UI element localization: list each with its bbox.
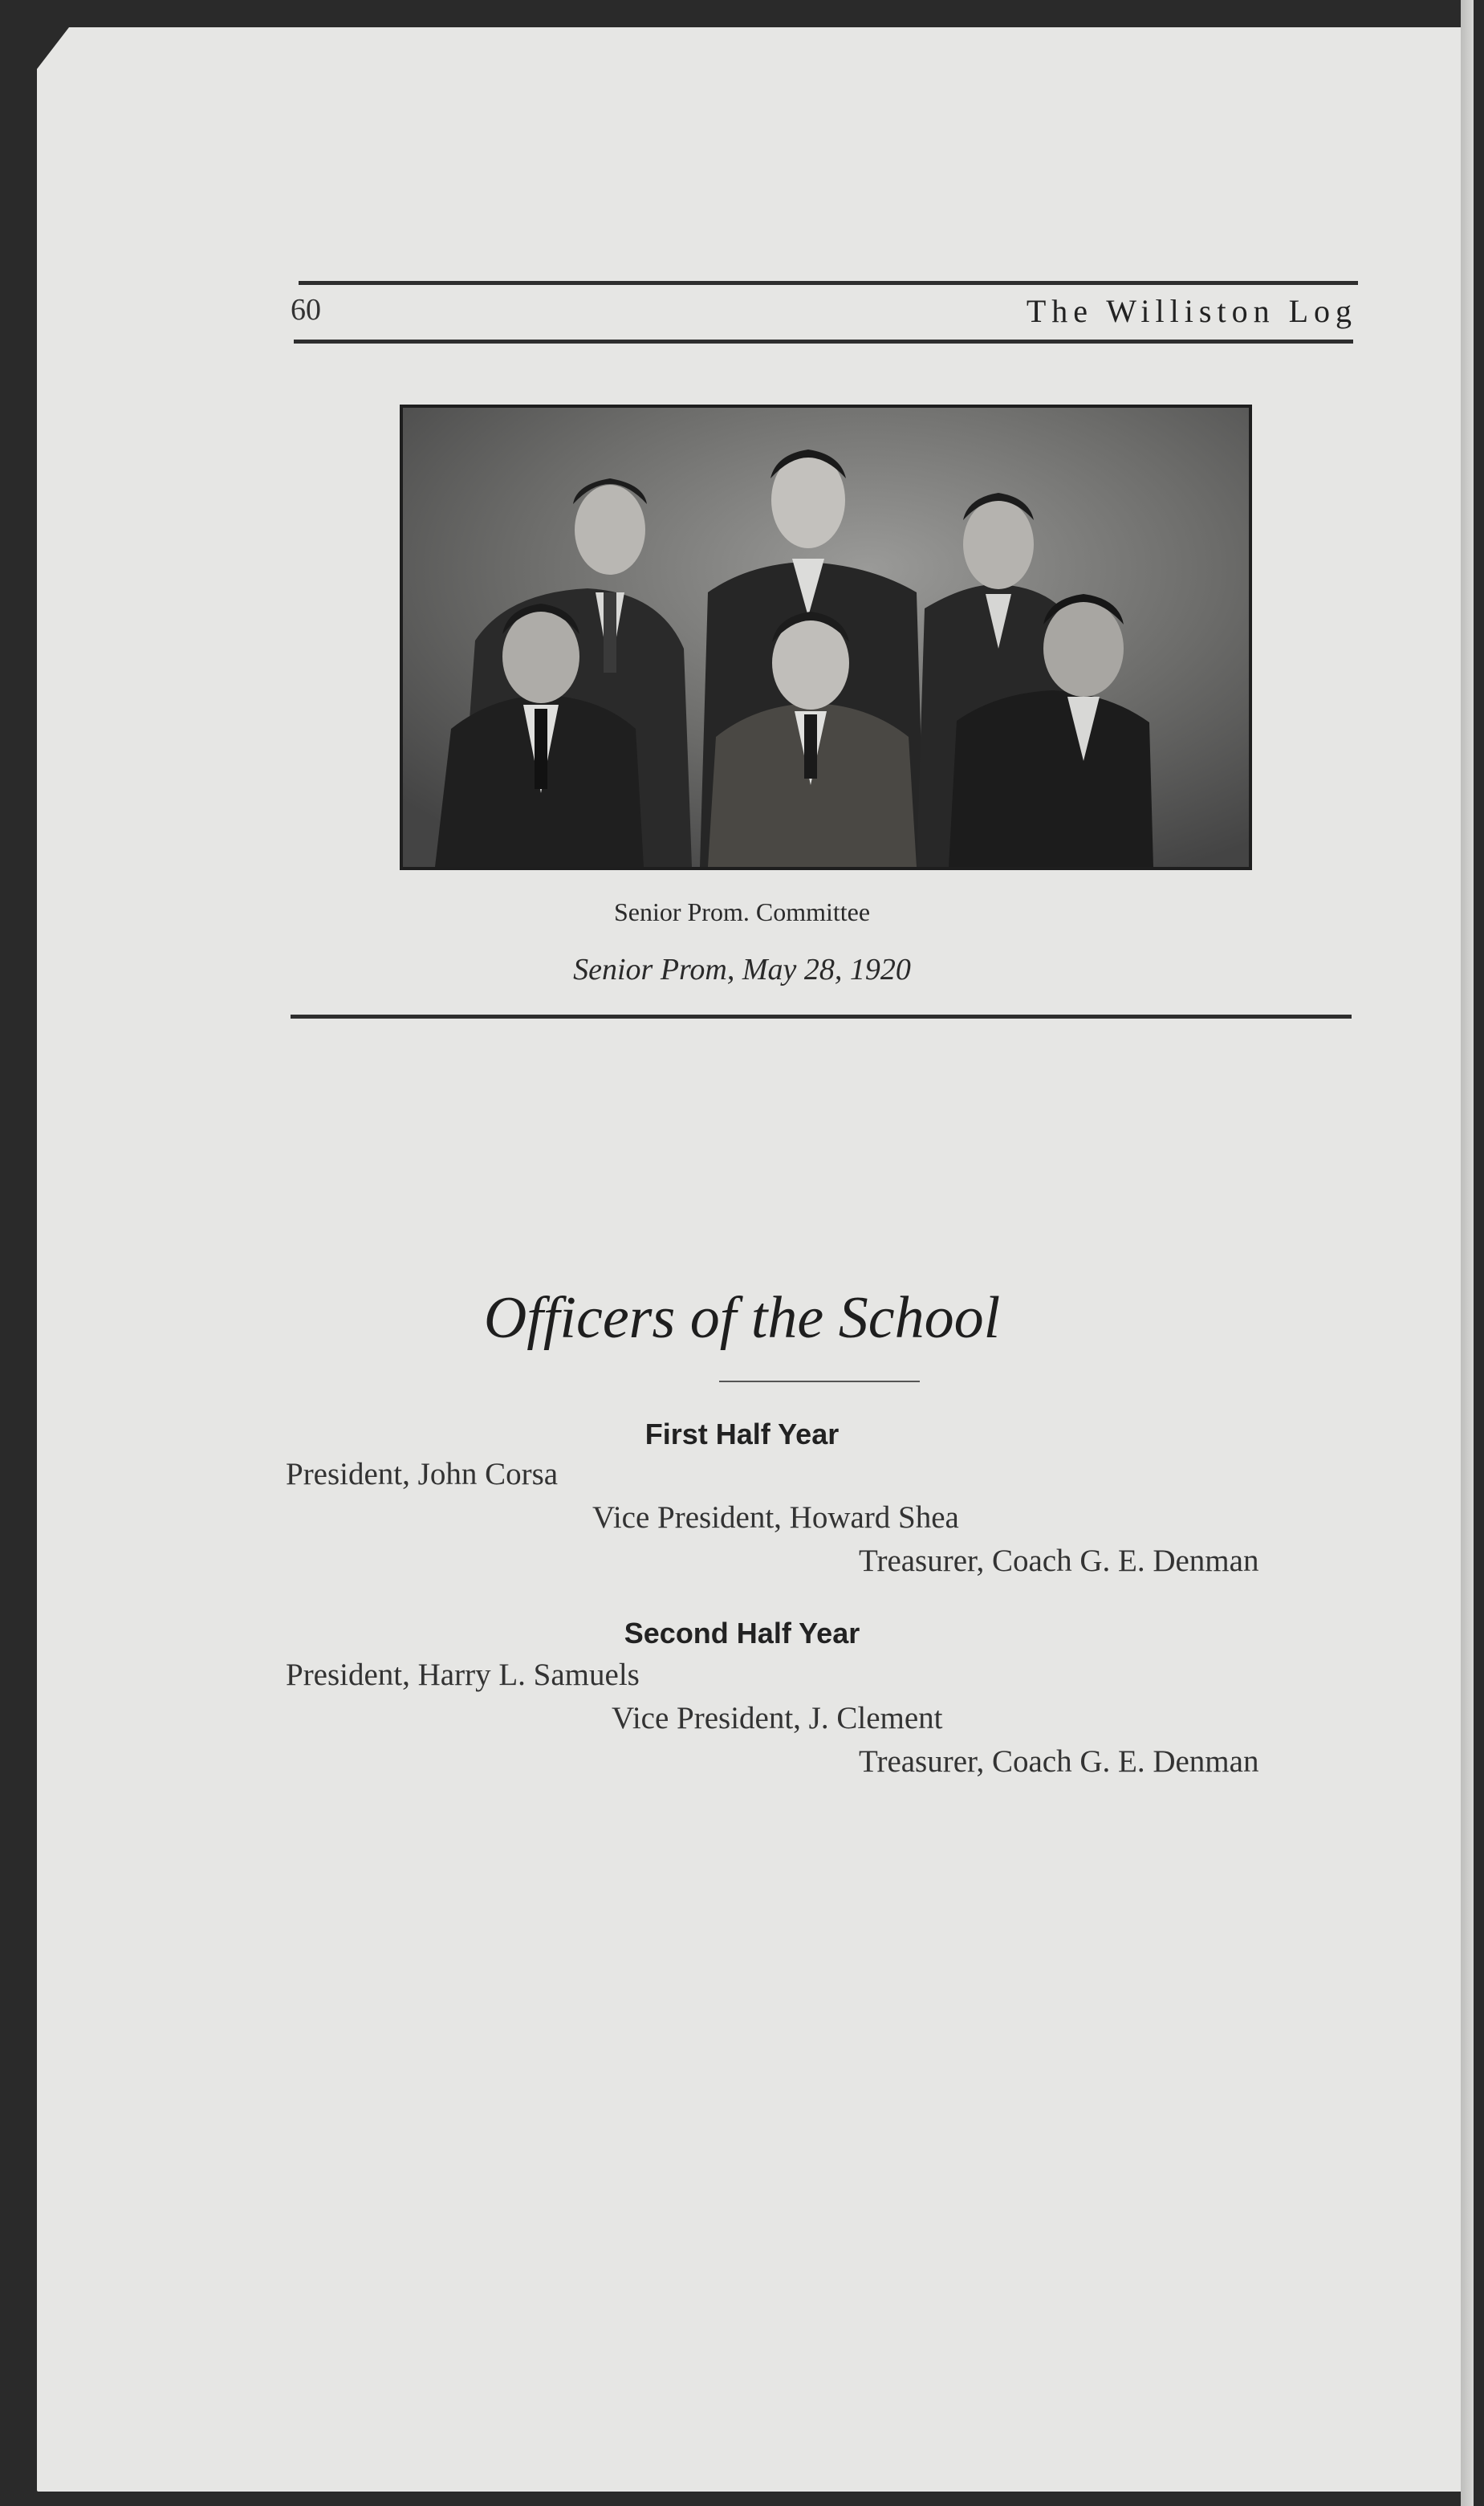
committee-photo	[400, 405, 1252, 870]
section-divider-rule	[291, 1015, 1352, 1019]
event-caption: Senior Prom, May 28, 1920	[573, 953, 911, 987]
second-half-heading: Second Half Year	[624, 1617, 860, 1650]
first-half-president: President, John Corsa	[286, 1457, 559, 1491]
page-edge	[1461, 0, 1474, 2506]
photo-caption: Senior Prom. Committee	[613, 897, 871, 926]
page-number: 60	[291, 293, 321, 327]
officers-title: Officers of the School	[483, 1285, 1001, 1351]
second-half-president: President, Harry L. Samuels	[286, 1658, 640, 1692]
running-title: The Williston Log	[1026, 293, 1357, 329]
first-half-vice-president: Vice President, Howard Shea	[592, 1500, 959, 1535]
committee-photo-image	[403, 408, 1249, 867]
first-half-heading: First Half Year	[644, 1418, 840, 1450]
second-half-treasurer: Treasurer, Coach G. E. Denman	[859, 1744, 1259, 1779]
header-bottom-rule	[294, 340, 1353, 344]
document-page	[37, 27, 1474, 2492]
page-corner-fold	[37, 27, 69, 69]
title-underline	[719, 1381, 920, 1382]
second-half-vice-president: Vice President, J. Clement	[612, 1701, 943, 1735]
header-top-rule	[299, 281, 1358, 285]
first-half-treasurer: Treasurer, Coach G. E. Denman	[859, 1544, 1259, 1578]
